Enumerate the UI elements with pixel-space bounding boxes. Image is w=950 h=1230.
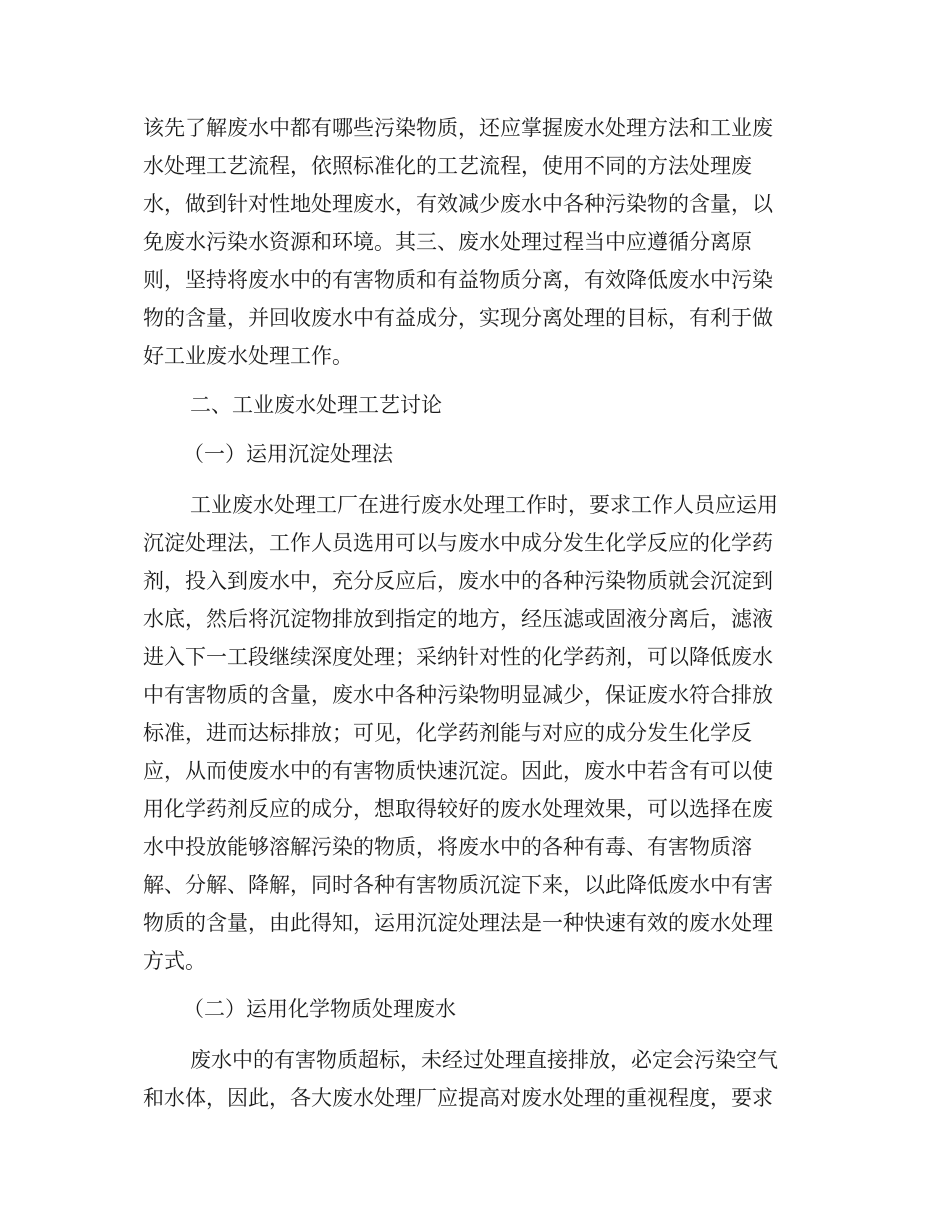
paragraph-2-line-7: 标准，进而达标排放；可见，化学药剂能与对应的成分发生化学反 [143,721,752,745]
paragraph-3-line-1: 废水中的有害物质超标，未经过处理直接排放，必定会污染空气 [190,1048,778,1072]
paragraph-1-line-2: 水处理工艺流程，依照标准化的工艺流程，使用不同的方法处理废 [143,154,752,178]
paragraph-2-line-2: 沉淀处理法，工作人员选用可以与废水中成分发生化学反应的化学药 [143,531,773,555]
paragraph-2-line-11: 解、分解、降解，同时各种有害物质沉淀下来，以此降低废水中有害 [143,873,773,897]
paragraph-2-line-3: 剂，投入到废水中，充分反应后，废水中的各种污染物质就会沉淀到 [143,569,773,593]
paragraph-3-line-2: 和水体，因此，各大废水处理厂应提高对废水处理的重视程度，要求 [143,1086,773,1110]
paragraph-2-line-4: 水底，然后将沉淀物排放到指定的地方，经压滤或固液分离后，滤液 [143,607,773,631]
paragraph-2-line-1: 工业废水处理工厂在进行废水处理工作时，要求工作人员应运用 [190,493,778,517]
paragraph-1-line-4: 免废水污染水资源和环境。其三、废水处理过程当中应遵循分离原 [143,230,752,254]
subheading-1: （一）运用沉淀处理法 [183,442,393,466]
section-heading: 二、工业废水处理工艺讨论 [190,393,442,417]
paragraph-2-line-10: 水中投放能够溶解污染的物质，将废水中的各种有毒、有害物质溶 [143,835,752,859]
paragraph-2-line-8: 应，从而使废水中的有害物质快速沉淀。因此，废水中若含有可以使 [143,759,773,783]
paragraph-2-line-9: 用化学药剂反应的成分，想取得较好的废水处理效果，可以选择在废 [143,797,773,821]
paragraph-1-line-3: 水，做到针对性地处理废水，有效减少废水中各种污染物的含量，以 [143,192,773,216]
paragraph-1-line-1: 该先了解废水中都有哪些污染物质，还应掌握废水处理方法和工业废 [143,116,773,140]
subheading-2: （二）运用化学物质处理废水 [183,997,456,1021]
paragraph-2-line-13: 方式。 [143,949,206,973]
paragraph-1-line-5: 则，坚持将废水中的有害物质和有益物质分离，有效降低废水中污染 [143,268,773,292]
paragraph-1-line-6: 物的含量，并回收废水中有益成分，实现分离处理的目标，有利于做 [143,306,773,330]
paragraph-2-line-5: 进入下一工段继续深度处理；采纳针对性的化学药剂，可以降低废水 [143,645,773,669]
paragraph-2-line-12: 物质的含量，由此得知，运用沉淀处理法是一种快速有效的废水处理 [143,911,773,935]
paragraph-1-line-7: 好工业废水处理工作。 [143,344,353,368]
paragraph-2-line-6: 中有害物质的含量，废水中各种污染物明显减少，保证废水符合排放 [143,683,773,707]
